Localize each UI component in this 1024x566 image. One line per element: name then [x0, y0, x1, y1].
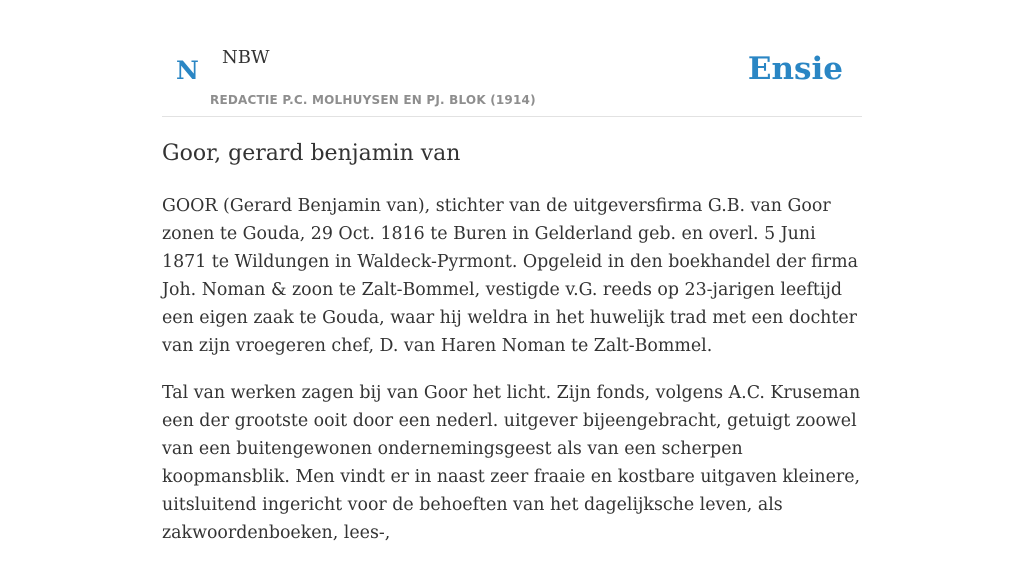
article-paragraph: GOOR (Gerard Benjamin van), stichter van de uitgeversfirma G.B. van Goor zonen te Gouda, 29 Oct. 1816 te Buren in Gelderland geb. en overl. 5 Juni 1871 te Wildungen in Waldeck-Pyrmont. Opgeleid in den boekhandel der firma Joh. Noman & zoon te Zalt-Bommel, vestigde v.G. reeds op 23-jarigen leeftijd een eigen zaak te Gouda, waar hij weldra in het huwelijk trad met een dochter van zijn vroegeren chef, D. van Haren Noman te Zalt-Bommel. [162, 196, 858, 356]
header [162, 0, 862, 117]
article-body [162, 192, 862, 566]
brand-logo-link[interactable]: Ensie [747, 51, 843, 87]
page-title: Goor, gerard benjamin van [162, 141, 461, 166]
source-subtitle: REDACTIE P.C. MOLHUYSEN EN PJ. BLOK (1914) [210, 93, 536, 107]
source-logo[interactable]: N [176, 56, 199, 85]
article-paragraph: Tal van werken zagen bij van Goor het licht. Zijn fonds, volgens A.C. Kruseman een der grootste ooit door een nederl. uitgever bijeengebracht, getuigt zoowel van een buitengewonen ondernemingsgeest als van een scherpen koopmansblik. Men vindt er in naast zeer fraaie en kostbare uitgaven kleinere, uitsluitend ingericht voor de behoeften van het dagelijksche leven, als zakwoordenboeken, lees-, [162, 383, 861, 543]
source-name[interactable]: NBW [222, 47, 270, 68]
